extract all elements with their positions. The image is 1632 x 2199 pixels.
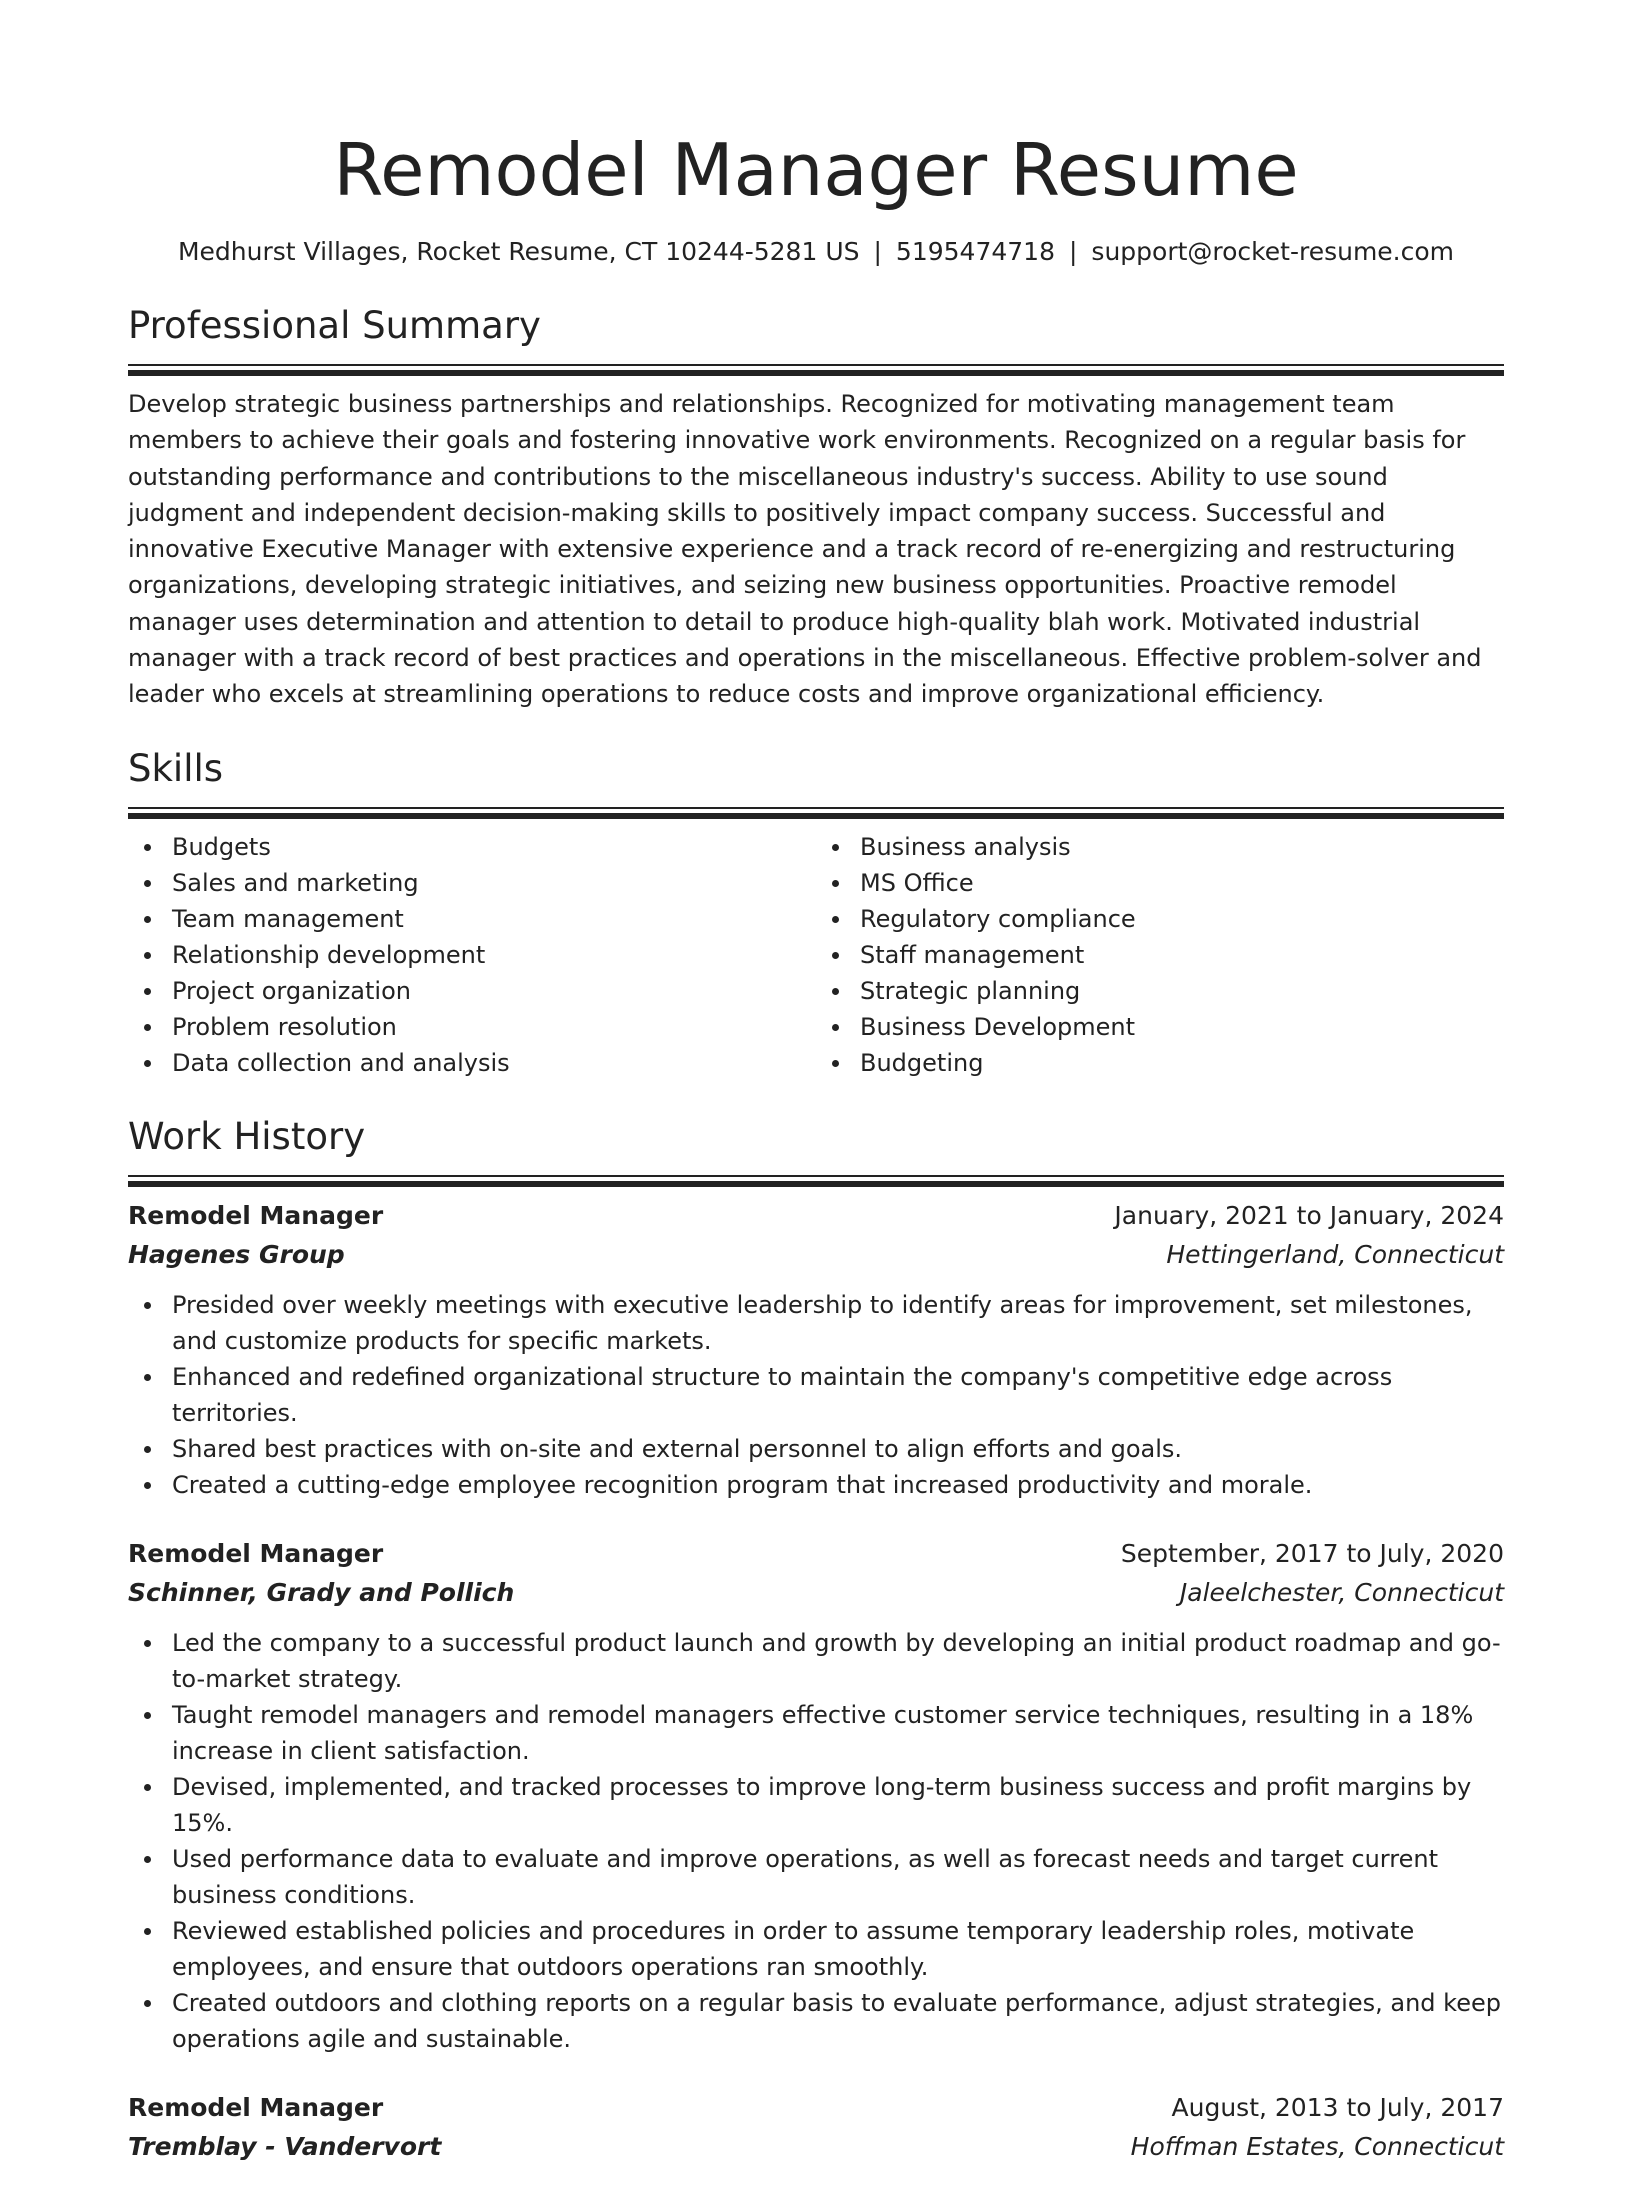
summary-text: Develop strategic business partnerships and relationships. Recognized for motivating management team members to achieve their goals and fostering innovative work environments. Recognized on a regular basis for outstanding performance and contributions to the miscellaneous industry's success. Ability to use sound judgment and independent decision-making skills to positively impact company success. Successful and innovative Executive Manager with extensive experience and a track record of re-energizing and restructuring organizations, developing strategic initiatives, and seizing new business opportunities. Proactive remodel manager uses determination and attention to detail to produce high-quality blah work. Motivated industrial manager with a track record of best practices and operations in the miscellaneous. Effective problem-solver and leader who excels at streamlining operations to reduce costs and improve organizational efficiency. — [128, 390, 1482, 709]
job-header — [128, 2089, 1504, 2127]
job-bullets — [128, 1287, 1504, 1503]
contact-phone: 5195474718 — [895, 237, 1055, 266]
job-company: Tremblay - Vandervort — [128, 2131, 442, 2161]
job-bullets — [128, 1625, 1504, 2057]
skills-section — [128, 745, 1504, 1081]
contact-separator: | — [873, 237, 882, 266]
skills-list-left — [128, 829, 816, 1081]
job-location: Jaleelchester, Connecticut — [1179, 1577, 1504, 1607]
job-subheader — [128, 2127, 1504, 2167]
job-bullet: Presided over weekly meetings with executive leadership to identify areas for improvement, set milestones, and customize products for specific markets. — [128, 1287, 1504, 1359]
skill-item: Business analysis — [816, 829, 1504, 865]
section-divider — [128, 364, 1504, 366]
section-title-work-history: Work History — [128, 1114, 366, 1158]
skill-item: Relationship development — [128, 937, 816, 973]
skills-columns — [128, 829, 1504, 1081]
skills-list-right — [816, 829, 1504, 1081]
skill-item: Project organization — [128, 973, 816, 1009]
job-company: Hagenes Group — [128, 1239, 345, 1269]
job-bullet: Shared best practices with on-site and external personnel to align efforts and goals. — [128, 1431, 1504, 1467]
skill-item: Staff management — [816, 937, 1504, 973]
skill-item: Budgets — [128, 829, 816, 865]
contact-separator: | — [1068, 237, 1078, 266]
job-header — [128, 1197, 1504, 1235]
skill-item: Budgeting — [816, 1045, 1504, 1081]
skill-item: MS Office — [816, 865, 1504, 901]
job-dates: January, 2021 to January, 2024 — [1114, 1200, 1504, 1230]
skill-item: Data collection and analysis — [128, 1045, 816, 1081]
section-divider — [128, 807, 1504, 809]
job-title: Remodel Manager — [128, 2092, 384, 2122]
skill-item: Sales and marketing — [128, 865, 816, 901]
job-dates: September, 2017 to July, 2020 — [1120, 1538, 1504, 1568]
job-entry — [128, 2089, 1504, 2167]
skill-item: Problem resolution — [128, 1009, 816, 1045]
section-title-skills: Skills — [128, 746, 224, 790]
job-bullet: Devised, implemented, and tracked processes to improve long-term business success and profit margins by 15%. — [128, 1769, 1504, 1841]
section-divider — [128, 1175, 1504, 1177]
job-location: Hettingerland, Connecticut — [1166, 1239, 1504, 1269]
professional-summary-section — [128, 302, 1504, 713]
job-bullet: Created a cutting-edge employee recognition program that increased productivity and morale. — [128, 1467, 1504, 1503]
job-title: Remodel Manager — [128, 1200, 384, 1230]
skill-item: Team management — [128, 901, 816, 937]
resume-page — [128, 120, 1504, 2199]
job-bullet: Reviewed established policies and procedures in order to assume temporary leadership roles, motivate employees, and ensure that outdoors operations ran smoothly. — [128, 1913, 1504, 1985]
job-entry — [128, 1197, 1504, 1503]
section-title-summary: Professional Summary — [128, 304, 541, 347]
job-header — [128, 1535, 1504, 1573]
job-title: Remodel Manager — [128, 1538, 384, 1568]
resume-title: Remodel Manager Resume — [333, 128, 1299, 212]
job-company: Schinner, Grady and Pollich — [128, 1577, 515, 1607]
job-bullet: Created outdoors and clothing reports on a regular basis to evaluate performance, adjust strategies, and keep operations agile and sustainable. — [128, 1985, 1504, 2057]
work-history-section — [128, 1113, 1504, 2167]
skill-item: Business Development — [816, 1009, 1504, 1045]
job-bullet: Taught remodel managers and remodel managers effective customer service techniques, resulting in a 18% increase in client satisfaction. — [128, 1697, 1504, 1769]
job-bullet: Led the company to a successful product launch and growth by developing an initial product roadmap and go-to-market strategy. — [128, 1625, 1504, 1697]
contact-address: Medhurst Villages, Rocket Resume, CT 10244-5281 US — [177, 237, 860, 266]
job-bullet: Enhanced and redefined organizational structure to maintain the company's competitive edge across territories. — [128, 1359, 1504, 1431]
job-dates: August, 2013 to July, 2017 — [1171, 2092, 1504, 2122]
job-entry — [128, 1535, 1504, 2057]
job-subheader — [128, 1573, 1504, 1613]
skill-item: Strategic planning — [816, 973, 1504, 1009]
job-subheader — [128, 1235, 1504, 1275]
contact-email: support@rocket-resume.com — [1091, 237, 1455, 266]
contact-line — [128, 234, 1504, 270]
job-bullet: Used performance data to evaluate and improve operations, as well as forecast needs and target current business conditions. — [128, 1841, 1504, 1913]
job-location: Hoffman Estates, Connecticut — [1130, 2131, 1504, 2161]
skill-item: Regulatory compliance — [816, 901, 1504, 937]
